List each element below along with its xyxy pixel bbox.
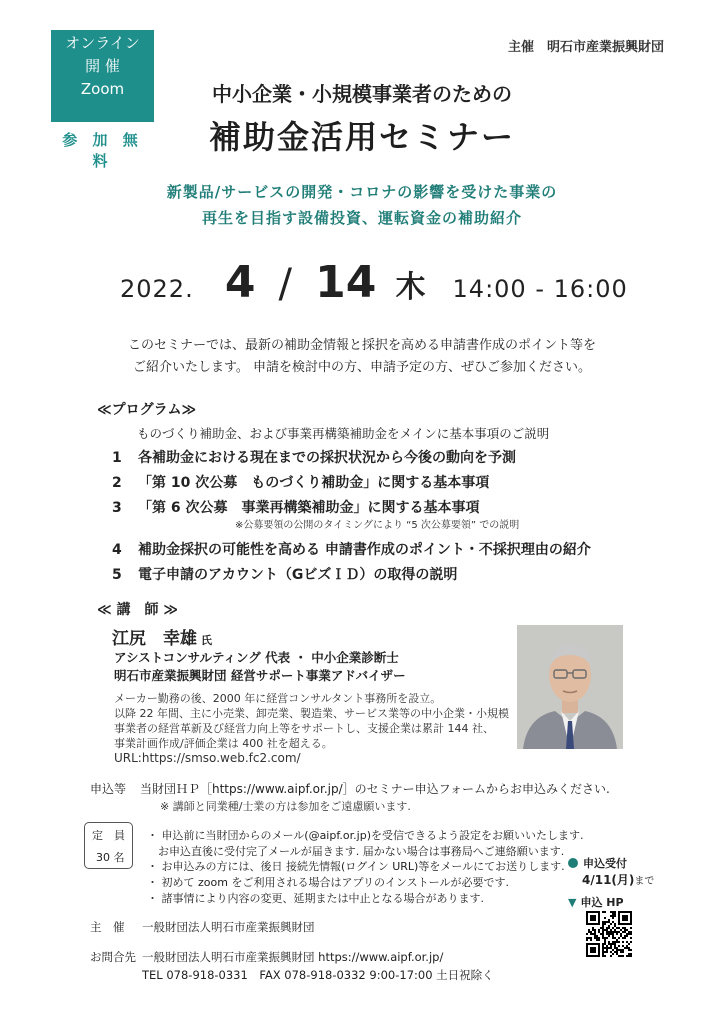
program-item-text: 「第 6 次公募 事業再構築補助金」に関する基本事項	[138, 500, 480, 516]
lecturer-name	[112, 624, 212, 649]
program-item	[112, 447, 516, 467]
program-item	[112, 564, 457, 584]
tagline-line2: 再生を目指す設備投資、運転資金の補助紹介	[201, 209, 522, 227]
program-item	[112, 472, 489, 492]
page-title: 補助金活用セミナー	[208, 118, 515, 156]
badge-online: オンライン	[65, 34, 140, 52]
capacity-box	[84, 822, 133, 869]
date-day: 14	[315, 257, 377, 308]
qr-code[interactable]	[586, 911, 632, 957]
lecturer-name-text: 江尻 幸雄	[112, 629, 197, 649]
lecturer-title1: アシストコンサルティング 代表 ・ 中小企業診断士	[114, 650, 399, 665]
lecturer-heading: ≪ 講 師 ≫	[97, 602, 179, 618]
lecturer-bio-line: 事業計画作成/評価企業は 400 社を超える。	[114, 737, 333, 750]
program-item-text: 各補助金における現在までの採択状況から今後の動向を予測	[138, 450, 516, 466]
program-item-num: 4	[112, 542, 122, 558]
program-item-text: 補助金採択の可能性を高める 申請書作成のポイント・不採択理由の紹介	[138, 542, 591, 558]
badge-zoom: Zoom	[80, 80, 125, 98]
event-date	[120, 257, 628, 317]
free-label: 参 加 無 料	[62, 131, 143, 170]
circle-bullet-icon	[568, 858, 578, 868]
hp-heading	[568, 894, 624, 910]
note-item: ・ お申込みの方には、後日 接続先情報(ログイン URL)等をメールにてお送りします.	[147, 860, 565, 873]
portrait-image	[517, 625, 623, 749]
apply-label: 申込等	[90, 782, 127, 796]
deadline-value: 4/11(月)	[582, 873, 635, 887]
lecturer-bio-line: 以降 22 年間、主に小売業、卸売業、製造業、サービス業等の中小企業・小規模	[114, 707, 509, 720]
footer-contact-value[interactable]: 一般財団法人明石市産業振興財団 https://www.aipf.or.jp/	[142, 950, 444, 964]
note-item: ・ 諸事情により内容の変更、延期または中止となる場合があります.	[147, 892, 484, 905]
title-subtitle: 中小企業・小規模事業者のための	[212, 82, 512, 106]
program-item	[112, 539, 591, 559]
deadline-suffix: まで	[634, 876, 655, 887]
deadline-heading	[568, 855, 627, 871]
online-badge	[51, 30, 154, 122]
date-weekday: 木	[395, 270, 426, 305]
note-item: ・ 申込前に当財団からのメール(@aipf.or.jp)を受信できるよう設定をお願いいたします.	[147, 829, 584, 842]
capacity-value: 30 名	[96, 851, 125, 864]
lecturer-photo	[517, 625, 623, 749]
footer-contact-label: お問合先	[90, 950, 136, 964]
note-item: ・ 初めて zoom をご利用される場合はアプリのインストールが必要です.	[147, 876, 509, 889]
footer-host-value: 一般財団法人明石市産業振興財団	[142, 920, 315, 934]
program-item-text: 「第 10 次公募 ものづくり補助金」に関する基本事項	[138, 475, 490, 491]
lecturer-bio-line: 事業者の経営革新及び経営力向上等をサポートし、支援企業は累計 144 社、	[114, 722, 494, 735]
date-slash: /	[278, 261, 293, 307]
date-year: 2022.	[120, 275, 194, 303]
program-item-num: 5	[112, 567, 122, 583]
apply-text[interactable]: 当財団ＨＰ［https://www.aipf.or.jp/］のセミナー申込フォームからお申込みください.	[140, 782, 610, 796]
note-item: お申込直後に受付完了メールが届きます. 届かない場合は事務局へご連絡願います.	[147, 845, 565, 858]
program-heading: ≪プログラム≫	[97, 402, 197, 418]
program-item-text: 電子申請のアカウント（GビズＩＤ）の取得の説明	[138, 567, 458, 583]
intro-line2: ご紹介いたします。 申請を検討中の方、申請予定の方、ぜひご参加ください。	[132, 360, 592, 375]
program-lead: ものづくり補助金、および事業再構築補助金をメインに基本事項のご説明	[137, 426, 550, 441]
lecturer-title2: 明石市産業振興財団 経営サポート事業アドバイザー	[114, 668, 406, 683]
qr-code-icon	[586, 911, 632, 957]
triangle-down-icon: ▼	[568, 896, 577, 909]
intro-line1: このセミナーでは、最新の補助金情報と採択を高める申請書作成のポイント等を	[127, 338, 596, 353]
date-month: 4	[224, 257, 256, 308]
capacity-label: 定 員	[92, 829, 125, 842]
organizer: 主催 明石市産業振興財団	[508, 40, 665, 55]
lecturer-url: URL:https://smso.web.fc2.com/	[114, 751, 301, 765]
footer-host-label: 主 催	[90, 920, 125, 934]
apply-note: ※ 講師と同業種/士業の方は参加をご遠慮願います.	[160, 800, 411, 813]
lecturer-bio-line: メーカー勤務の後、2000 年に経営コンサルタント事務所を設立。	[114, 692, 442, 705]
deadline-value-row	[582, 871, 654, 888]
footer-tel: TEL 078-918-0331 FAX 078-918-0332 9:00-17:00 土日祝除く	[142, 968, 494, 982]
program-item-num: 1	[112, 450, 122, 466]
program-item-num: 2	[112, 475, 122, 491]
badge-held: 開 催	[85, 57, 120, 75]
program-item	[112, 497, 480, 517]
program-item-num: 3	[112, 500, 122, 516]
deadline-label: 申込受付	[583, 857, 627, 870]
tagline-line1: 新製品/サービスの開発・コロナの影響を受けた事業の	[166, 183, 558, 201]
program-note: ※公募要領の公開のタイミングにより “5 次公募要領” での説明	[235, 520, 520, 531]
hp-label: 申込 HP	[580, 896, 624, 909]
lecturer-honorific: 氏	[201, 634, 212, 647]
event-time: 14:00 - 16:00	[452, 275, 628, 303]
